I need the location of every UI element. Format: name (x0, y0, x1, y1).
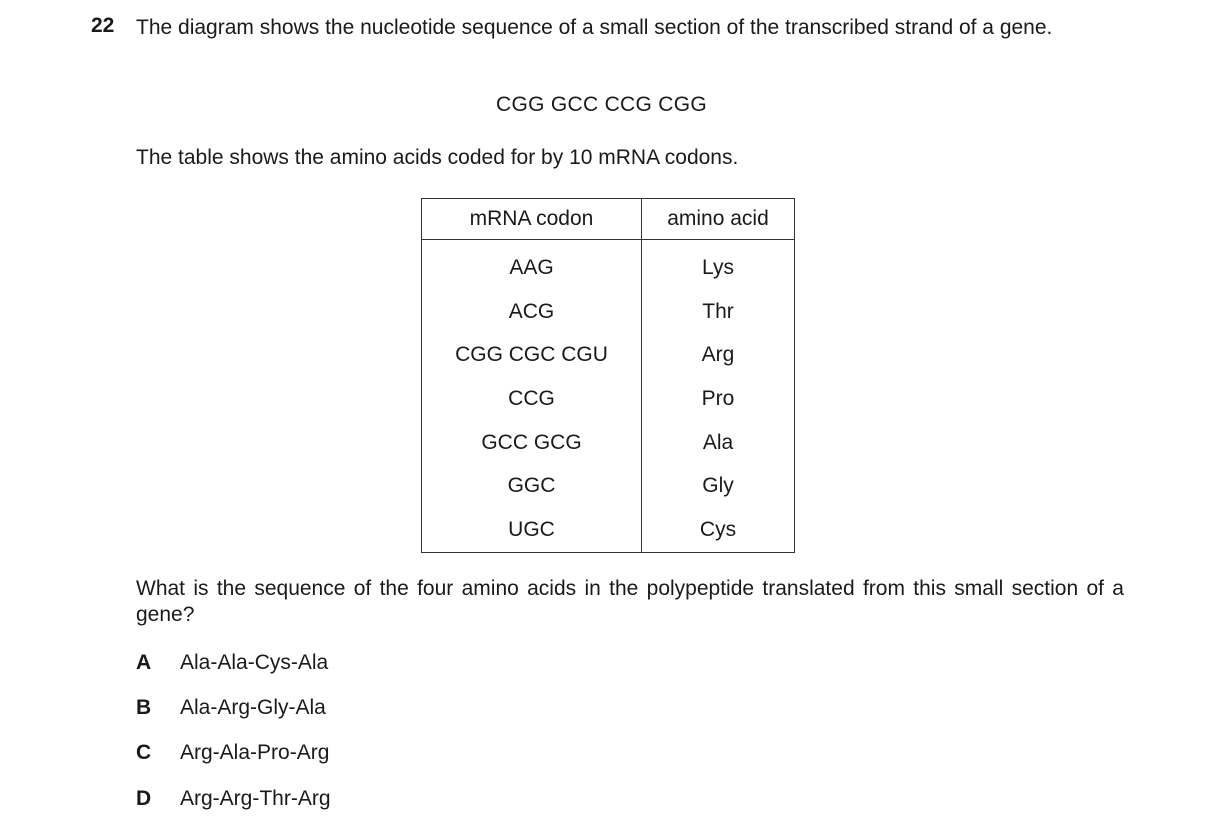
option-letter: B (136, 696, 152, 719)
question-stem: The diagram shows the nucleotide sequence of a small section of the transcribed strand of a gene. (136, 16, 1053, 39)
table-row (422, 464, 795, 508)
option-text: Ala-Ala-Cys-Ala (180, 651, 329, 674)
table-row (422, 240, 795, 290)
option-text: Ala-Arg-Gly-Ala (180, 696, 326, 719)
codon-cell: CGG CGC CGU (422, 333, 642, 377)
question-number: 22 (91, 14, 115, 37)
amino-acid-cell: Lys (642, 240, 795, 290)
table-row (422, 377, 795, 421)
amino-acid-cell: Thr (642, 290, 795, 334)
column-header-codon: mRNA codon (422, 199, 642, 240)
table-row (422, 421, 795, 465)
option-letter: C (136, 741, 152, 764)
codon-cell: ACG (422, 290, 642, 334)
option-text: Arg-Ala-Pro-Arg (180, 741, 330, 764)
amino-acid-cell: Gly (642, 464, 795, 508)
amino-acid-cell: Pro (642, 377, 795, 421)
codon-cell: GGC (422, 464, 642, 508)
amino-acid-cell: Arg (642, 333, 795, 377)
answer-option-d[interactable] (136, 787, 331, 811)
amino-acid-cell: Cys (642, 508, 795, 552)
table-header-row (422, 199, 795, 240)
table-intro: The table shows the amino acids coded for by 10 mRNA codons. (136, 146, 739, 169)
codon-table (421, 198, 795, 553)
amino-acid-cell: Ala (642, 421, 795, 465)
codon-cell: CCG (422, 377, 642, 421)
codon-cell: GCC GCG (422, 421, 642, 465)
sequence-text: CGG GCC CCG CGG (496, 93, 708, 116)
table-row (422, 333, 795, 377)
table-row (422, 508, 795, 552)
table-row (422, 290, 795, 334)
option-text: Arg-Arg-Thr-Arg (180, 787, 331, 810)
question-prompt: What is the sequence of the four amino acids in the polypeptide translated from this small section of a gene? (136, 577, 1124, 626)
answer-option-c[interactable] (136, 741, 329, 765)
codon-cell: AAG (422, 240, 642, 290)
option-letter: D (136, 787, 152, 810)
answer-option-a[interactable] (136, 651, 328, 675)
answer-option-b[interactable] (136, 696, 326, 720)
codon-cell: UGC (422, 508, 642, 552)
column-header-amino-acid: amino acid (642, 199, 795, 240)
option-letter: A (136, 651, 152, 674)
